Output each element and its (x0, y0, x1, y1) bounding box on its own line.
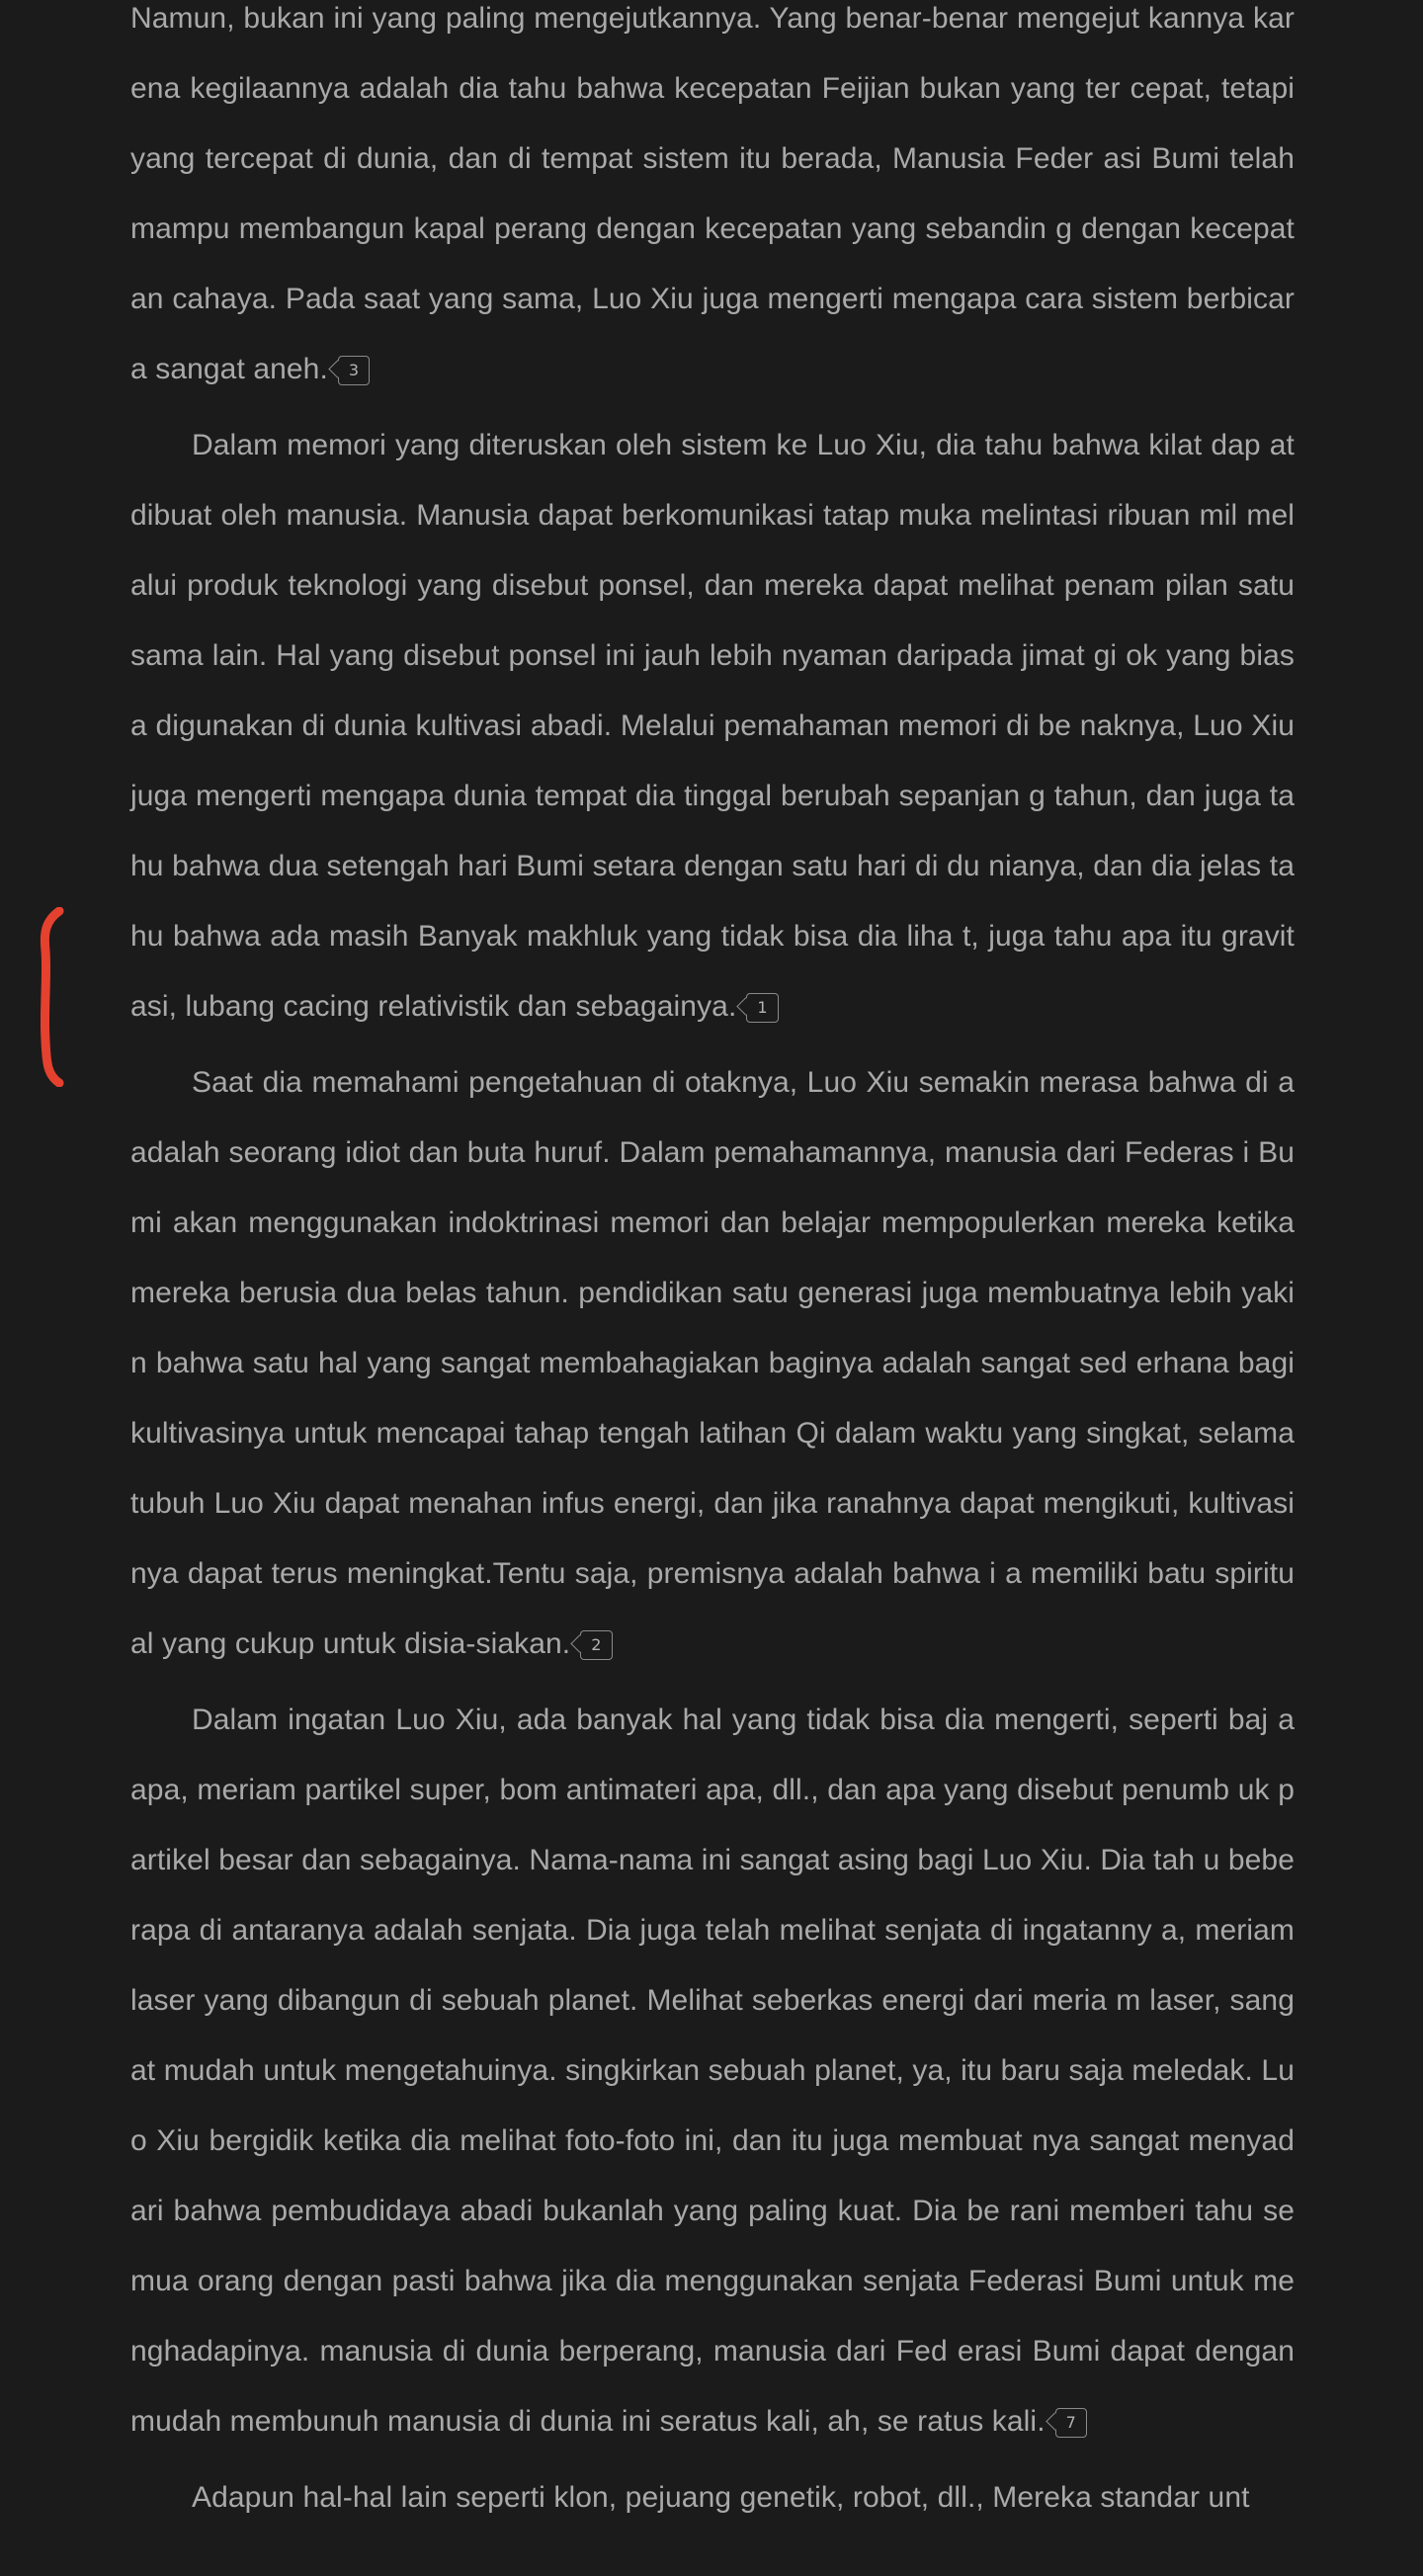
comment-count-badge[interactable]: 1 (746, 993, 778, 1023)
paragraph-5[interactable] (130, 2462, 1295, 2533)
paragraph-3-text: Saat dia memahami pengetahuan di otaknya, Luo Xiu semakin merasa bahwa di a adalah seorang idiot dan buta huruf. Dalam pemahamannya, manusia dari Federas i Bumi akan menggunakan indoktrinasi memori dan belajar mempopulerkan mereka ketika mereka berusia dua belas tahun. pendidikan satu generasi juga membuatnya lebih yakin bahwa satu hal yang sangat membahagiakan baginya adalah sangat sed erhana bagi kultivasinya untuk mencapai tahap tengah latihan Qi dalam waktu yang singkat, selama tubuh Luo Xiu dapat menahan infus energi, dan jika ranahnya dapat mengikuti, kultivasinya dapat terus meningkat.Tentu saja, premisnya adalah bahwa i a memiliki batu spiritual yang cukup untuk disia-siakan. (130, 1066, 1295, 1660)
paragraph-5-text: Adapun hal-hal lain seperti klon, pejuang genetik, robot, dll., Mereka standar unt (192, 2481, 1250, 2514)
comment-count-badge[interactable]: 3 (338, 356, 370, 385)
highlight-mark-icon (34, 907, 73, 1087)
paragraph-2-text: Dalam memori yang diteruskan oleh sistem ke Luo Xiu, dia tahu bahwa kilat dap at dibuat oleh manusia. Manusia dapat berkomunikasi tatap muka melintasi ribuan mil melalui produk teknologi yang disebut ponsel, dan mereka dapat melihat penam pilan satu sama lain. Hal yang disebut ponsel ini jauh lebih nyaman daripada jimat gi ok yang biasa digunakan di dunia kultivasi abadi. Melalui pemahaman memori di be naknya, Luo Xiu juga mengerti mengapa dunia tempat dia tinggal berubah sepanjan g tahun, dan juga tahu bahwa dua setengah hari Bumi setara dengan satu hari di du nianya, dan dia jelas tahu bahwa ada masih Banyak makhluk yang tidak bisa dia liha t, juga tahu apa itu gravitasi, lubang cacing relativistik dan sebagainya. (130, 429, 1295, 1023)
paragraph-1[interactable] (130, 0, 1295, 404)
paragraph-4-text: Dalam ingatan Luo Xiu, ada banyak hal yang tidak bisa dia mengerti, seperti baj a apa, meriam partikel super, bom antimateri apa, dll., dan apa yang disebut penumb uk partikel besar dan sebagainya. Nama-nama ini sangat asing bagi Luo Xiu. Dia tah u beberapa di antaranya adalah senjata. Dia juga telah melihat senjata di ingatanny a, meriam laser yang dibangun di sebuah planet. Melihat seberkas energi dari meria m laser, sangat mudah untuk mengetahuinya. singkirkan sebuah planet, ya, itu baru saja meledak. Luo Xiu bergidik ketika dia melihat foto-foto ini, dan itu juga membuat nya sangat menyadari bahwa pembudidaya abadi bukanlah yang paling kuat. Dia be rani memberi tahu semua orang dengan pasti bahwa jika dia menggunakan senjata Federasi Bumi untuk menghadapinya. manusia di dunia berperang, manusia dari Fed erasi Bumi dapat dengan mudah membunuh manusia di dunia ini seratus kali, ah, se ratus kali. (130, 1703, 1295, 2438)
paragraph-2[interactable] (130, 410, 1295, 1041)
comment-count-badge[interactable]: 7 (1055, 2408, 1087, 2438)
chapter-reader (130, 0, 1295, 2533)
paragraph-1-text: Namun, bukan ini yang paling mengejutkannya. Yang benar-benar mengejut kannya karena kegilaannya adalah dia tahu bahwa kecepatan Feijian bukan yang ter cepat, tetapi yang tercepat di dunia, dan di tempat sistem itu berada, Manusia Feder asi Bumi telah mampu membangun kapal perang dengan kecepatan yang sebandin g dengan kecepatan cahaya. Pada saat yang sama, Luo Xiu juga mengerti mengapa cara sistem berbicara sangat aneh. (130, 2, 1295, 385)
comment-count-badge[interactable]: 2 (580, 1630, 612, 1660)
paragraph-4[interactable] (130, 1685, 1295, 2456)
paragraph-3[interactable] (130, 1047, 1295, 1679)
